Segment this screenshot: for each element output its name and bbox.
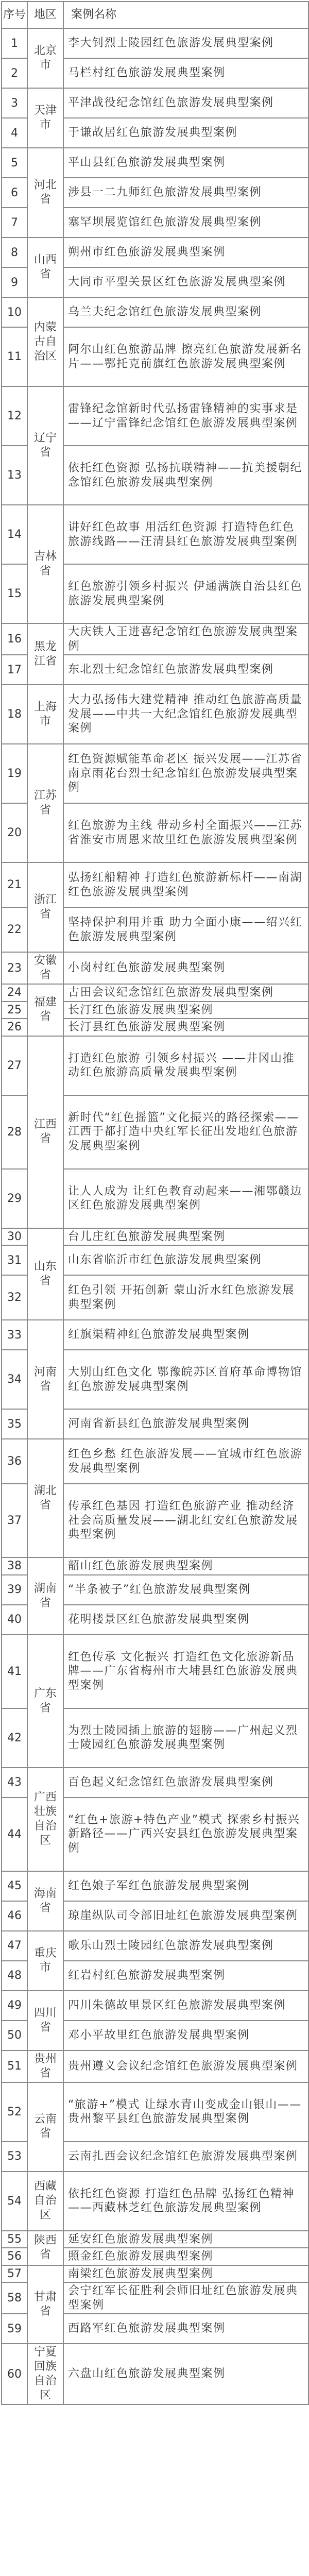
table-row [2, 862, 308, 907]
row-number: 34 [2, 1350, 27, 1409]
region-cell: 广东省 [27, 1635, 63, 1768]
row-number: 60 [2, 2344, 27, 2404]
region-cell: 内蒙古自治区 [27, 297, 63, 386]
row-number: 11 [2, 327, 27, 386]
row-number: 30 [2, 1228, 27, 1246]
table-row [2, 1439, 308, 1484]
case-name: 红色引领 开拓创新 蒙山沂水红色旅游发展典型案例 [63, 1275, 308, 1320]
case-name: “半条被子”红色旅游发展典型案例 [63, 1575, 308, 1605]
row-number: 29 [2, 1169, 27, 1228]
row-number: 49 [2, 1991, 27, 2021]
case-name: 四川朱德故里景区红色旅游发展典型案例 [63, 1991, 308, 2021]
row-number: 56 [2, 2248, 27, 2265]
case-name: 红色传承 文化振兴 打造红色文化旅游新品牌——广东省梅州市大埔县红色旅游发展典型案例 [63, 1635, 308, 1708]
row-number: 40 [2, 1605, 27, 1635]
row-number: 24 [2, 984, 27, 1002]
region-cell: 江苏省 [27, 744, 63, 862]
row-number: 46 [2, 1901, 27, 1931]
row-number: 45 [2, 1871, 27, 1901]
header-region: 地区 [27, 2, 63, 28]
row-number: 27 [2, 1036, 27, 1095]
row-number: 16 [2, 623, 27, 655]
row-number: 57 [2, 2265, 27, 2283]
case-name: 依托红色资源 打造红色品牌 弘扬红色精神——西藏林芝红色旅游发展典型案例 [63, 2172, 308, 2231]
case-name: 传承红色基因 打造红色旅游产业 推动经济社会高质量发展——湖北红安红色旅游发展典型案例 [63, 1484, 308, 1557]
row-number: 26 [2, 1019, 27, 1036]
case-name: 乌兰夫纪念馆红色旅游发展典型案例 [63, 297, 308, 327]
region-cell: 辽宁省 [27, 386, 63, 505]
table-row [2, 623, 308, 655]
table-row [2, 1635, 308, 1708]
case-name: 红色旅游引领乡村振兴 伊通满族自治县红色旅游发展典型案例 [63, 564, 308, 623]
row-number: 3 [2, 88, 27, 118]
region-cell: 山东省 [27, 1228, 63, 1320]
case-name: 塞罕坝展览馆红色旅游发展典型案例 [63, 208, 308, 238]
region-cell: 上海市 [27, 685, 63, 744]
case-name: 长汀县红色旅游发展典型案例 [63, 1019, 308, 1036]
table-row [2, 1036, 308, 1095]
table-row [2, 297, 308, 327]
row-number: 12 [2, 386, 27, 446]
case-name: 古田会议纪念馆红色旅游发展典型案例 [63, 984, 308, 1002]
case-name: 涉县一二九师红色旅游发展典型案例 [63, 178, 308, 208]
region-cell: 黑龙江省 [27, 623, 63, 685]
table-body [2, 28, 308, 2404]
table-row [2, 2050, 308, 2082]
case-name: 小岗村红色旅游发展典型案例 [63, 952, 308, 984]
row-number: 53 [2, 2142, 27, 2172]
case-name: 大庆铁人王进喜纪念馆红色旅游发展典型案例 [63, 623, 308, 655]
region-cell: 云南省 [27, 2082, 63, 2172]
region-cell: 浙江省 [27, 862, 63, 952]
case-name: 朔州市红色旅游发展典型案例 [63, 238, 308, 267]
row-number: 35 [2, 1409, 27, 1439]
case-table [1, 1, 309, 2405]
region-cell: 贵州省 [27, 2050, 63, 2082]
table-row [2, 28, 308, 58]
table-row [2, 238, 308, 267]
row-number: 10 [2, 297, 27, 327]
region-cell: 陕西省 [27, 2231, 63, 2265]
case-name: 延安红色旅游发展典型案例 [63, 2231, 308, 2248]
case-name: 六盘山红色旅游发展典型案例 [63, 2344, 308, 2404]
row-number: 58 [2, 2282, 27, 2314]
case-name: 阿尔山红色旅游品牌 擦亮红色旅游发展新名片——鄂托克前旗红色旅游发展典型案例 [63, 327, 308, 386]
row-number: 51 [2, 2050, 27, 2082]
table-row [2, 148, 308, 178]
row-number: 5 [2, 148, 27, 178]
case-name: 大力弘扬伟大建党精神 推动红色旅游高质量发展——中共一大纪念馆红色旅游发展典型案例 [63, 685, 308, 744]
region-cell: 安徽省 [27, 952, 63, 984]
table-row [2, 2172, 308, 2231]
row-number: 36 [2, 1439, 27, 1484]
table-row [2, 2344, 308, 2404]
row-number: 15 [2, 564, 27, 623]
row-number: 23 [2, 952, 27, 984]
header-name: 案例名称 [63, 2, 308, 28]
case-name: 依托红色资源 弘扬抗联精神——抗美援朝纪念馆红色旅游发展典型案例 [63, 446, 308, 505]
row-number: 54 [2, 2172, 27, 2231]
region-cell: 吉林省 [27, 505, 63, 623]
table-row [2, 2231, 308, 2248]
case-name: 大同市平型关景区红色旅游发展典型案例 [63, 267, 308, 297]
case-name: 新时代“红色摇篮”文化振兴的路径探索——江西于都打造中央红军长征出发地红色旅游发展典型案例 [63, 1095, 308, 1169]
case-name: 讲好红色故事 用活红色资源 打造特色红色旅游线路——汪清县红色旅游发展典型案例 [63, 505, 308, 564]
row-number: 21 [2, 862, 27, 907]
case-name: 南梁红色旅游发展典型案例 [63, 2265, 308, 2283]
region-cell: 山西省 [27, 238, 63, 297]
case-name: 平津战役纪念馆红色旅游发展典型案例 [63, 88, 308, 118]
case-name: 马栏村红色旅游发展典型案例 [63, 58, 308, 88]
case-name: 打造红色旅游 引领乡村振兴 ——井冈山推动红色旅游高质量发展典型案例 [63, 1036, 308, 1095]
row-number: 7 [2, 208, 27, 238]
row-number: 4 [2, 118, 27, 148]
case-name: 红色旅游为主线 带动乡村全面振兴——江苏省淮安市周恩来故里红色旅游发展典型案例 [63, 803, 308, 862]
case-name: “旅游+”模式 让绿水青山变成金山银山——贵州黎平县红色旅游发展典型案例 [63, 2082, 308, 2142]
region-cell: 广西壮族自治区 [27, 1768, 63, 1871]
case-name: 花明楼景区红色旅游发展典型案例 [63, 1605, 308, 1635]
row-number: 32 [2, 1275, 27, 1320]
case-name: 云南扎西会议纪念馆红色旅游发展典型案例 [63, 2142, 308, 2172]
case-name: 西路军红色旅游发展典型案例 [63, 2314, 308, 2344]
table-row [2, 952, 308, 984]
region-cell: 天津市 [27, 88, 63, 148]
case-name: 红旗渠精神红色旅游发展典型案例 [63, 1320, 308, 1350]
header-no: 序号 [2, 2, 27, 28]
case-name: 红色资源赋能革命老区 振兴发展——江苏省南京雨花台烈士纪念馆红色旅游发展典型案例 [63, 744, 308, 803]
case-name: 东北烈士纪念馆红色旅游发展典型案例 [63, 655, 308, 685]
region-cell: 西藏自治区 [27, 2172, 63, 2231]
row-number: 31 [2, 1245, 27, 1275]
row-number: 1 [2, 28, 27, 58]
row-number: 6 [2, 178, 27, 208]
row-number: 13 [2, 446, 27, 505]
region-cell: 江西省 [27, 1036, 63, 1228]
row-number: 20 [2, 803, 27, 862]
table-row [2, 744, 308, 803]
case-name: 平山县红色旅游发展典型案例 [63, 148, 308, 178]
table-row [2, 685, 308, 744]
case-name: 山东省临沂市红色旅游发展典型案例 [63, 1245, 308, 1275]
row-number: 2 [2, 58, 27, 88]
row-number: 9 [2, 267, 27, 297]
case-name: 会宁红军长征胜利会师旧址红色旅游发展典型案例 [63, 2282, 308, 2314]
row-number: 41 [2, 1635, 27, 1708]
case-name: 红色娘子军红色旅游发展典型案例 [63, 1871, 308, 1901]
table-row [2, 386, 308, 446]
row-number: 50 [2, 2021, 27, 2050]
table-header-row [2, 2, 308, 28]
case-name: 让人人成为 让红色教育动起来——湘鄂赣边区红色旅游发展典型案例 [63, 1169, 308, 1228]
region-cell: 宁夏回族自治区 [27, 2344, 63, 2404]
region-cell: 重庆市 [27, 1931, 63, 1991]
row-number: 48 [2, 1961, 27, 1991]
row-number: 47 [2, 1931, 27, 1961]
row-number: 28 [2, 1095, 27, 1169]
row-number: 8 [2, 238, 27, 267]
region-cell: 海南省 [27, 1871, 63, 1931]
region-cell: 河北省 [27, 148, 63, 238]
region-cell: 湖北省 [27, 1439, 63, 1557]
table-row [2, 1768, 308, 1798]
row-number: 55 [2, 2231, 27, 2248]
case-name: 百色起义纪念馆红色旅游发展典型案例 [63, 1768, 308, 1798]
table-row [2, 1228, 308, 1246]
region-cell: 四川省 [27, 1991, 63, 2050]
region-cell: 北京市 [27, 28, 63, 88]
table-row [2, 2265, 308, 2283]
case-name: 坚持保护利用并重 助力全面小康——绍兴红色旅游发展典型案例 [63, 907, 308, 952]
row-number: 25 [2, 1002, 27, 1019]
table-row [2, 1557, 308, 1575]
row-number: 14 [2, 505, 27, 564]
row-number: 43 [2, 1768, 27, 1798]
case-name: 台儿庄红色旅游发展典型案例 [63, 1228, 308, 1246]
region-cell: 福建省 [27, 984, 63, 1036]
row-number: 33 [2, 1320, 27, 1350]
region-cell: 湖南省 [27, 1557, 63, 1635]
case-name: 照金红色旅游发展典型案例 [63, 2248, 308, 2265]
case-name: 红岩村红色旅游发展典型案例 [63, 1961, 308, 1991]
case-name: 李大钊烈士陵园红色旅游发展典型案例 [63, 28, 308, 58]
region-cell: 河南省 [27, 1320, 63, 1439]
row-number: 18 [2, 685, 27, 744]
region-cell: 甘肃省 [27, 2265, 63, 2344]
case-name: 贵州遵义会议纪念馆红色旅游发展典型案例 [63, 2050, 308, 2082]
row-number: 52 [2, 2082, 27, 2142]
case-name: 琼崖纵队司令部旧址红色旅游发展典型案例 [63, 1901, 308, 1931]
row-number: 37 [2, 1484, 27, 1557]
case-name: 歌乐山烈士陵园红色旅游发展典型案例 [63, 1931, 308, 1961]
row-number: 17 [2, 655, 27, 685]
row-number: 44 [2, 1798, 27, 1871]
case-name: 大别山红色文化 鄂豫皖苏区首府革命博物馆红色旅游发展典型案例 [63, 1350, 308, 1409]
table-row [2, 1320, 308, 1350]
table-row [2, 1931, 308, 1961]
row-number: 22 [2, 907, 27, 952]
case-name: “红色+旅游+特色产业”模式 探索乡村振兴新路径——广西兴安县红色旅游发展典型案例 [63, 1798, 308, 1871]
table-row [2, 505, 308, 564]
table-row [2, 1991, 308, 2021]
table-row [2, 984, 308, 1002]
case-name: 红色乡愁 红色旅游发展——宜城市红色旅游发展典型案例 [63, 1439, 308, 1484]
row-number: 39 [2, 1575, 27, 1605]
table-row [2, 2082, 308, 2142]
case-name: 为烈士陵园插上旅游的翅膀——广州起义烈士陵园红色旅游发展典型案例 [63, 1708, 308, 1768]
row-number: 19 [2, 744, 27, 803]
case-name: 韶山红色旅游发展典型案例 [63, 1557, 308, 1575]
case-name: 长汀红色旅游发展典型案例 [63, 1002, 308, 1019]
table-row [2, 1871, 308, 1901]
case-name: 雷锋纪念馆新时代弘扬雷锋精神的实事求是 ——辽宁雷锋纪念馆红色旅游发展典型案例 [63, 386, 308, 446]
case-name: 弘扬红船精神 打造红色旅游新标杆——南湖红色旅游发展典型案例 [63, 862, 308, 907]
row-number: 42 [2, 1708, 27, 1768]
row-number: 59 [2, 2314, 27, 2344]
case-name: 于谦故居红色旅游发展典型案例 [63, 118, 308, 148]
case-name: 河南省新县红色旅游发展典型案例 [63, 1409, 308, 1439]
case-name: 邓小平故里红色旅游发展典型案例 [63, 2021, 308, 2050]
row-number: 38 [2, 1557, 27, 1575]
table-row [2, 88, 308, 118]
